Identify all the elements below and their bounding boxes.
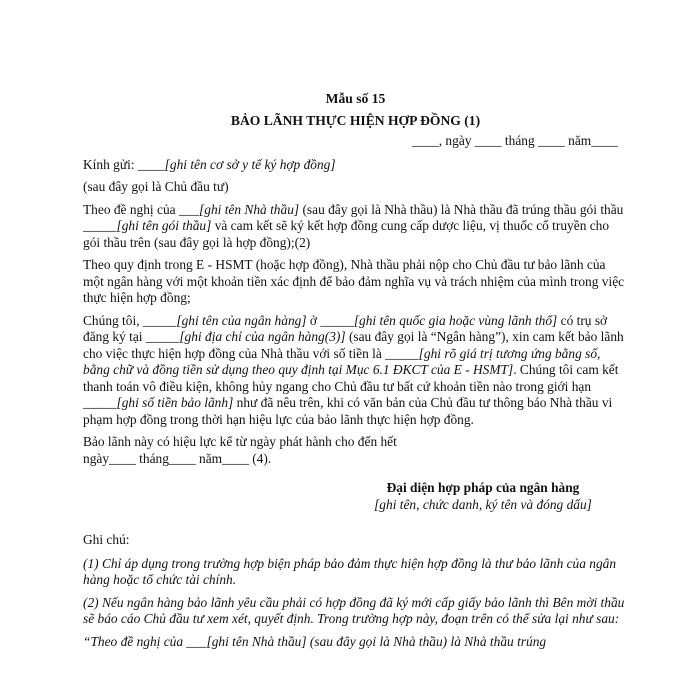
text-run: Chúng tôi, _____ — [83, 312, 177, 328]
text-run: (sau đây gọi là Nhà thầu) là Nhà thầu đã trúng thầu gói thầu _____ — [83, 201, 624, 233]
text-run: . Chúng tôi cam kết thanh toán vô điều kiện, không hủy ngang cho Chủ đầu tư bất cứ khoản tiền nào trong giới hạn _____ — [83, 362, 619, 410]
addressee-note: (sau đây gọi là Chủ đầu tư) — [83, 179, 229, 194]
text-run: ngày____ tháng____ năm____ (4). — [83, 450, 272, 466]
note-3: “Theo đề nghị của ___[ghi tên Nhà thầu] (sau đây gọi là Nhà thầu) là Nhà thầu trúng — [83, 633, 547, 649]
signature-block — [83, 480, 628, 513]
placeholder-run: [ghi tên của ngân hàng] — [176, 312, 307, 328]
text-run: ở _____ — [306, 312, 354, 328]
signature-subtitle: [ghi tên, chức danh, ký tên và đóng dấu] — [374, 496, 592, 512]
text-run: và cam kết sẽ ký kết hợp đồng cung cấp dược liệu, vị thuốc cổ truyền cho gói thầu trên (sau đây gọi là hợp đồng);(2) — [83, 218, 610, 250]
signature-title: Đại diện hợp pháp của ngân hàng — [386, 480, 580, 495]
text-run: có trụ sở đăng ký tại _____ — [83, 312, 608, 344]
document-body — [83, 91, 628, 656]
addressee-line — [83, 157, 628, 174]
note-2: (2) Nếu ngân hàng bảo lãnh yêu cầu phải có hợp đồng đã ký mới cấp giấy bảo lãnh thì Bên mời thầu sẽ báo cáo Chủ đầu tư xem xét, quyết định. Trong trường hợp này, đoạn trên có thể sửa lại như sau: — [83, 594, 625, 626]
form-number: Mẫu số 15 — [325, 91, 386, 106]
document-title: BẢO LÃNH THỰC HIỆN HỢP ĐỒNG (1) — [230, 112, 481, 128]
text-run: như đã nêu trên, khi có văn bản của Chủ đầu tư thông báo Nhà thầu vi phạm hợp đồng trong thời hạn hiệu lực của bảo lãnh thực hiện hợp đồng. — [83, 395, 613, 427]
paragraph-request — [83, 202, 628, 252]
paragraph-regulation: Theo quy định trong E - HSMT (hoặc hợp đồng), Nhà thầu phải nộp cho Chủ đầu tư bảo lãnh của một ngân hàng với một khoản tiền xác định để bảo đảm nghĩa vụ và trách nhiệm của mình trong việc thực hiện hợp đồng; — [83, 257, 625, 305]
paragraph-commitment — [83, 313, 628, 429]
placeholder-run: [ghi tên Nhà thầu] — [199, 201, 300, 217]
placeholder-run: [ghi địa chỉ của ngân hàng(3)] — [179, 329, 346, 344]
placeholder-run: [ghi số tiền bảo lãnh] — [116, 395, 234, 410]
text-run: (sau đây gọi là “Ngân hàng”), xin cam kết bảo lãnh cho việc thực hiện hợp đồng của Nhà thầu với số tiền là _____ — [83, 329, 624, 361]
placeholder-run: [ghi tên quốc gia hoặc vùng lãnh thổ] — [353, 312, 558, 328]
placeholder-run: [ghi rõ giá trị tương ứng bằng số, bằng chữ và đồng tiền sử dụng theo quy định tại Mục 6.1 ĐKCT của E - HSMT] — [83, 345, 601, 377]
paragraph-validity — [83, 434, 628, 467]
addressee-prefix: Kính gửi: ____ — [83, 156, 165, 172]
placeholder-run: [ghi tên gói thầu] — [116, 218, 212, 233]
text-run: Bảo lãnh này có hiệu lực kể từ ngày phát hành cho đến hết — [83, 434, 397, 449]
text-run: Theo đề nghị của ___ — [83, 201, 200, 217]
addressee-placeholder: [ghi tên cơ sở y tế ký hợp đồng] — [164, 156, 336, 172]
date-line: ____, ngày ____ tháng ____ năm____ — [411, 133, 618, 148]
notes-label: Ghi chú: — [83, 532, 130, 547]
note-1: (1) Chỉ áp dụng trong trường hợp biện pháp bảo đảm thực hiện hợp đồng là thư bảo lãnh của ngân hàng hoặc tổ chức tài chính. — [83, 555, 617, 587]
